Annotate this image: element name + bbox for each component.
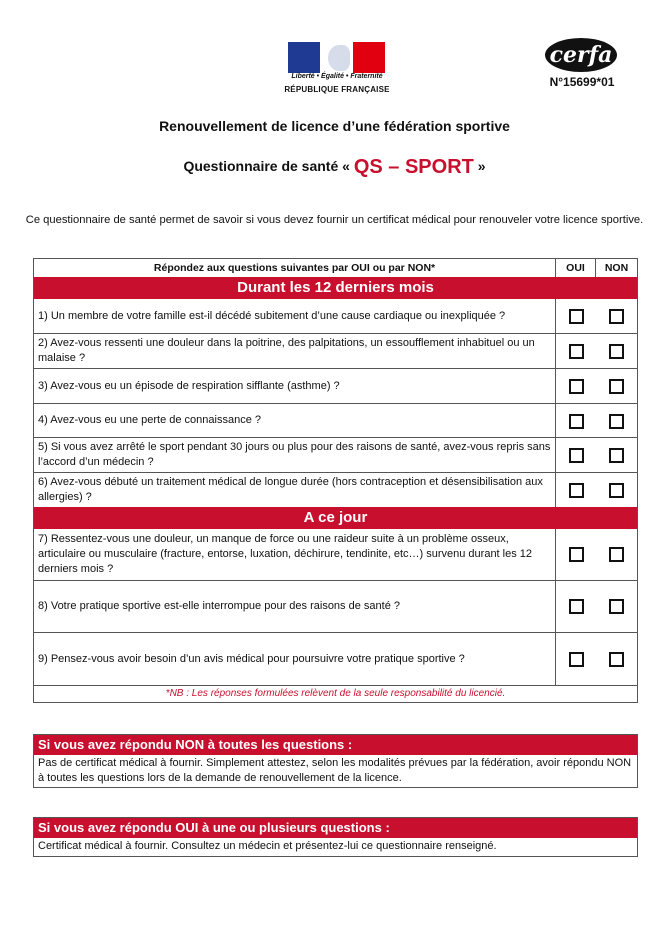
question-row [34,334,637,369]
question-text: 5) Si vous avez arrêté le sport pendant 30 jours ou plus pour des raisons de santé, avez-vous repris sans l’accord d’un médecin ? [34,438,556,472]
question-text: 1) Un membre de votre famille est-il décédé subitement d’une cause cardiaque ou inexpliquée ? [34,299,556,333]
non-checkbox[interactable] [609,599,624,614]
cerfa-logo [545,38,617,72]
non-checkbox[interactable] [609,379,624,394]
cerfa-logo-text: cerfa [549,42,613,68]
question-row [34,299,637,334]
answer-oui-box [33,817,638,857]
answer-non-body: Pas de certificat médical à fournir. Simplement attestez, selon les modalités prévues par la fédération, avoir répondu NON à toutes les questions lors de la demande de renouvellement de la licence. [38,757,632,784]
republic-name: RÉPUBLIQUE FRANÇAISE [284,85,390,94]
oui-checkbox[interactable] [569,599,584,614]
subtitle-prefix: Questionnaire de santé « [183,158,354,174]
cerfa-number: N°15699*01 [549,75,615,89]
oui-checkbox[interactable] [569,344,584,359]
flag-red-band [353,42,385,73]
document-title: Renouvellement de licence d’une fédération sportive [159,118,510,134]
flag-white-band [320,42,353,73]
non-checkbox[interactable] [609,483,624,498]
intro-text: Ce questionnaire de santé permet de savoir si vous devez fournir un certificat médical pour renouveler votre licence sportive. [25,214,644,226]
questionnaire-table [33,258,638,703]
question-text: 9) Pensez-vous avoir besoin d’un avis médical pour poursuivre votre pratique sportive ? [34,633,556,685]
question-row [34,369,637,404]
oui-checkbox[interactable] [569,652,584,667]
non-checkbox[interactable] [609,547,624,562]
question-text: 7) Ressentez-vous une douleur, un manque de force ou une raideur suite à un problème osseux, articulaire ou musculaire (fracture, entorse, luxation, déchirure, tendinite, etc…) survenu durant les 12 derniers mois ? [34,529,556,580]
question-text: 6) Avez-vous débuté un traitement médical de longue durée (hors contraception et désensibilisation aux allergies) ? [34,473,556,507]
table-header-non: NON [604,262,629,274]
marianne-logo [288,42,385,73]
nb-note: *NB : Les réponses formulées relèvent de la seule responsabilité du licencié. [165,688,506,699]
section-title-12-months: Durant les 12 derniers mois [34,277,637,299]
non-checkbox[interactable] [609,652,624,667]
question-row [34,529,637,581]
non-checkbox[interactable] [609,344,624,359]
marianne-profile-icon [328,45,350,71]
question-row [34,404,637,438]
republic-motto: Liberté • Égalité • Fraternité [291,73,383,80]
question-text: 4) Avez-vous eu une perte de connaissance ? [34,404,556,437]
subtitle-highlight: QS – SPORT [353,156,474,178]
question-text: 2) Avez-vous ressenti une douleur dans la poitrine, des palpitations, un essoufflement inhabituel ou un malaise ? [34,334,556,368]
question-text: 8) Votre pratique sportive est-elle interrompue pour des raisons de santé ? [34,581,556,632]
non-checkbox[interactable] [609,414,624,429]
question-text: 3) Avez-vous eu un épisode de respiration sifflante (asthme) ? [34,369,556,403]
oui-checkbox[interactable] [569,483,584,498]
oui-checkbox[interactable] [569,448,584,463]
oui-checkbox[interactable] [569,547,584,562]
table-header-row [34,259,637,278]
subtitle-suffix: » [473,158,486,174]
question-row [34,581,637,633]
non-checkbox[interactable] [609,448,624,463]
question-row [34,438,637,473]
oui-checkbox[interactable] [569,379,584,394]
answer-non-box [33,734,638,788]
answer-oui-title: Si vous avez répondu OUI à une ou plusieurs questions : [34,818,637,838]
oui-checkbox[interactable] [569,414,584,429]
flag-blue-band [288,42,320,73]
table-header-question: Répondez aux questions suivantes par OUI ou par NON* [34,259,556,277]
answer-oui-body: Certificat médical à fournir. Consultez un médecin et présentez-lui ce questionnaire renseigné. [38,840,497,852]
question-row [34,633,637,686]
question-row [34,473,637,507]
document-subtitle [0,156,669,179]
section-title-today: A ce jour [34,507,637,529]
oui-checkbox[interactable] [569,309,584,324]
answer-non-title: Si vous avez répondu NON à toutes les questions : [34,735,637,755]
non-checkbox[interactable] [609,309,624,324]
table-header-oui: OUI [556,259,596,277]
